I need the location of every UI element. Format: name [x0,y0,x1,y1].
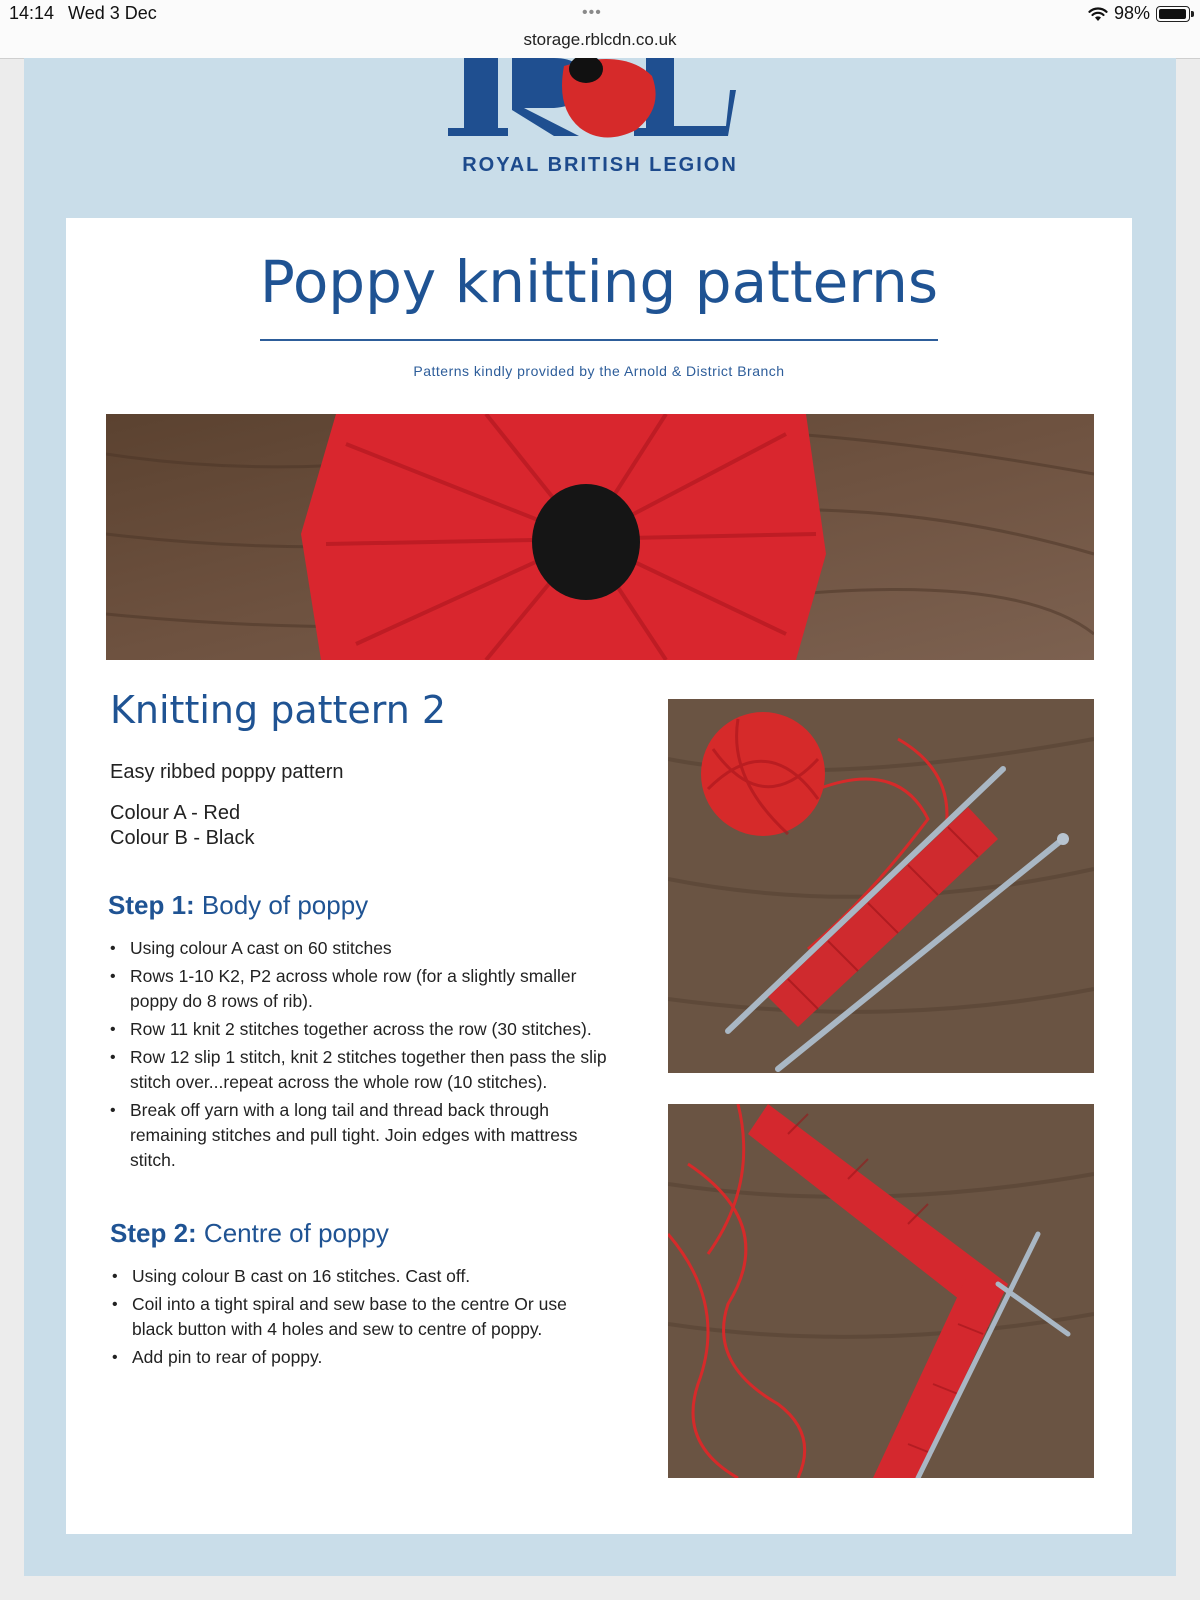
step2-title: Centre of poppy [203,1218,389,1248]
title-divider [260,339,938,341]
yarn-and-needles-photo [668,699,1094,1073]
list-item: • Using colour B cast on 16 stitches. Cast off. [112,1264,612,1289]
colour-b: Colour B - Black [110,827,255,849]
status-time-date [9,3,171,24]
step2-label: Step 2: [110,1218,197,1248]
battery-icon [1156,6,1190,22]
step1-heading [108,890,368,921]
knitted-strip-photo [668,1104,1094,1478]
status-date: Wed 3 Dec [68,3,157,23]
status-time: 14:14 [9,3,55,23]
pattern-heading: Knitting pattern 2 [110,688,447,732]
wifi-icon [1088,6,1108,22]
pattern-description: Easy ribbed poppy pattern [110,761,344,783]
multitasking-dots-icon[interactable]: ••• [582,4,602,21]
list-item: • Rows 1-10 K2, P2 across whole row (for a slightly smaller poppy do 8 rows of rib). [110,964,610,1014]
content-card [66,218,1132,1534]
org-name: ROYAL BRITISH LEGION [462,154,738,176]
list-item: • Using colour A cast on 60 stitches [110,936,610,961]
list-item: • Row 11 knit 2 stitches together across the row (30 stitches). [110,1017,610,1042]
status-indicators [1088,3,1190,24]
list-item: • Row 12 slip 1 stitch, knit 2 stitches together then pass the slip stitch over...repeat across the whole row (10 stitches). [110,1045,610,1095]
subtitle: Patterns kindly provided by the Arnold & District Branch [413,363,785,379]
status-bar [0,0,1200,59]
hero-poppy-image [106,414,1094,660]
list-item: • Coil into a tight spiral and sew base to the centre Or use black button with 4 holes and sew to centre of poppy. [112,1292,612,1342]
list-item: • Break off yarn with a long tail and thread back through remaining stitches and pull tight. Join edges with mattress stitch. [110,1098,610,1173]
document-page [24,58,1176,1576]
step1-title: Body of poppy [201,890,369,920]
step1-label: Step 1: [108,890,195,920]
step2-list [112,1264,612,1373]
step2-heading [110,1218,389,1249]
battery-percent: 98% [1113,3,1150,23]
page-title: Poppy knitting patterns [259,248,939,316]
rbl-logo-icon [24,58,1176,208]
step1-list [110,936,610,1176]
address-bar-url[interactable]: storage.rblcdn.co.uk [523,30,677,49]
list-item: • Add pin to rear of poppy. [112,1345,612,1370]
colour-a: Colour A - Red [110,802,241,824]
